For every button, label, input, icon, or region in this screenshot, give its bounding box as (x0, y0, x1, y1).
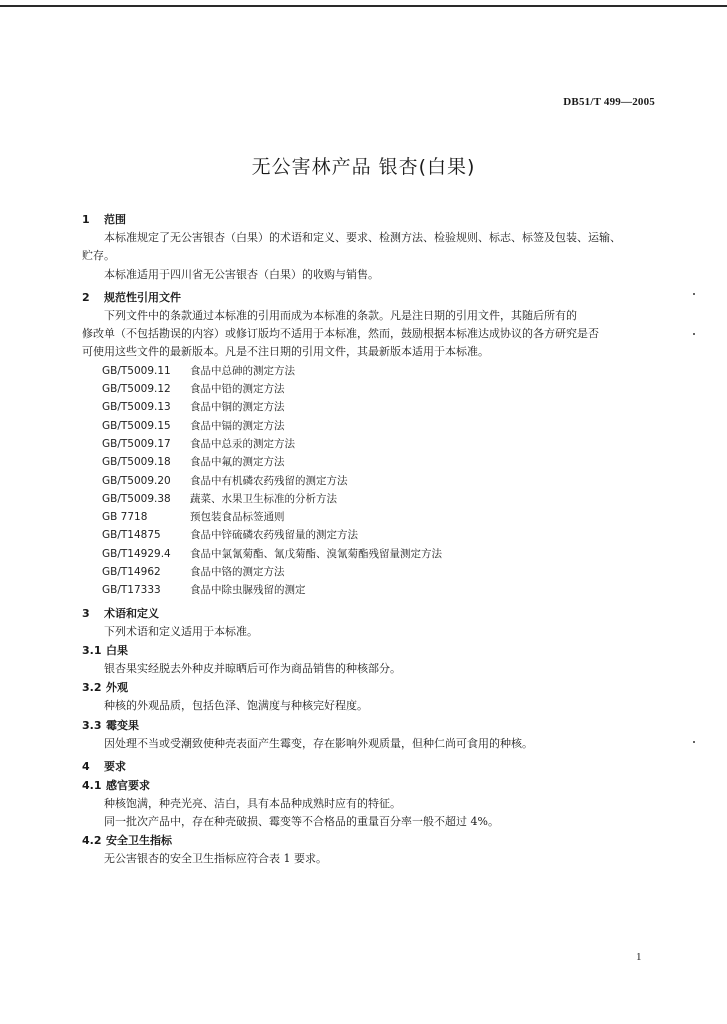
section-title: 要求 (104, 759, 126, 773)
section-heading-scope (82, 210, 672, 229)
subsection-title: 感官要求 (106, 778, 150, 792)
paragraph-line: 同一批次产品中，存在种壳破损、霉变等不合格品的重量百分率一般不超过 4%。 (104, 815, 499, 829)
subsection-title: 白果 (106, 643, 128, 657)
reference-item (82, 545, 672, 563)
paragraph-line: 本标准规定了无公害银杏（白果）的术语和定义、要求、检测方法、检验规则、标志、标签及包装、运输、 (104, 231, 621, 244)
paragraph-line: 下列术语和定义适用于本标准。 (104, 624, 258, 638)
reference-item (82, 453, 672, 471)
scan-border-line (0, 5, 727, 7)
reference-name: 食品中氯氰菊酯、氰戊菊酯、溴氰菊酯残留量测定方法 (190, 547, 442, 560)
reference-name: 食品中铅的测定方法 (190, 383, 285, 396)
subsection-title: 安全卫生指标 (106, 834, 172, 848)
reference-name: 食品中铬的测定方法 (190, 566, 285, 579)
page-title: 无公害林产品 银杏(白果) (251, 156, 476, 178)
standard-code: DB51/T 499—2005 (563, 96, 655, 108)
reference-item (82, 398, 672, 416)
paragraph-line: 本标准适用于四川省无公害银杏（白果）的收购与销售。 (104, 267, 379, 281)
reference-code: GB 7718 (102, 511, 148, 524)
reference-code: GB/T5009.12 (102, 383, 171, 396)
subsection-heading (82, 641, 672, 660)
reference-name: 食品中氟的测定方法 (190, 456, 285, 469)
section-number: 1 (82, 213, 90, 226)
reference-item (82, 581, 672, 599)
document-body (82, 210, 672, 869)
reference-item (82, 526, 672, 544)
subsection-heading (82, 776, 672, 795)
scan-speck (693, 333, 695, 335)
page-number: 1 (636, 951, 642, 963)
reference-code: GB/T14962 (102, 566, 161, 579)
reference-code: GB/T5009.17 (102, 437, 171, 450)
reference-name: 食品中锌硫磷农药残留量的测定方法 (190, 529, 358, 542)
subsection-number: 3.1 (82, 643, 102, 657)
paragraph-line: 下列文件中的条款通过本标准的引用而成为本标准的条款。凡是注日期的引用文件，其随后所有的 (104, 308, 577, 322)
paragraph-line: 可使用这些文件的最新版本。凡是不注日期的引用文件，其最新版本适用于本标准。 (82, 345, 489, 359)
scan-speck (693, 293, 695, 295)
subsection-heading (82, 678, 672, 697)
reference-code: GB/T17333 (102, 584, 161, 597)
reference-code: GB/T5009.15 (102, 419, 171, 432)
section-title: 术语和定义 (104, 606, 159, 620)
reference-item (82, 508, 672, 526)
reference-item (82, 362, 672, 380)
subsection-heading (82, 831, 672, 850)
reference-name: 食品中铜的测定方法 (190, 401, 285, 414)
subsection-number: 3.3 (82, 718, 102, 732)
subsection-number: 3.2 (82, 681, 102, 695)
reference-item (82, 380, 672, 398)
subsection-number: 4.2 (82, 834, 102, 848)
subsection-title: 霉变果 (106, 718, 139, 732)
subsection-heading (82, 716, 672, 735)
reference-name: 食品中有机磷农药残留的测定方法 (190, 474, 348, 487)
section-number: 3 (82, 606, 90, 620)
section-title: 范围 (104, 213, 126, 226)
paragraph-line: 贮存。 (82, 249, 115, 263)
reference-item (82, 417, 672, 435)
reference-name: 食品中总砷的测定方法 (190, 364, 295, 377)
reference-item (82, 472, 672, 490)
section-number: 4 (82, 759, 90, 773)
reference-list (82, 362, 672, 600)
subsection-number: 4.1 (82, 778, 102, 792)
paragraph-line: 无公害银杏的安全卫生指标应符合表 1 要求。 (104, 852, 327, 866)
section-heading-terms (82, 604, 672, 623)
reference-code: GB/T5009.11 (102, 364, 171, 377)
reference-code: GB/T14929.4 (102, 547, 171, 560)
reference-item (82, 563, 672, 581)
section-heading-normative-references (82, 288, 672, 307)
paragraph-line: 修改单（不包括勘误的内容）或修订版均不适用于本标准，然而，鼓励根据本标准达成协议的各方研究是否 (82, 327, 599, 341)
reference-name: 预包装食品标签通则 (190, 511, 285, 524)
reference-name: 食品中除虫脲残留的测定 (190, 584, 306, 597)
definition-text: 因处理不当或受潮致使种壳表面产生霉变，存在影响外观质量，但种仁尚可食用的种核。 (104, 736, 533, 750)
definition-text: 种核的外观品质，包括色泽、饱满度与种核完好程度。 (104, 699, 368, 713)
scan-speck (693, 741, 695, 743)
reference-code: GB/T5009.18 (102, 456, 171, 469)
reference-code: GB/T5009.13 (102, 401, 171, 414)
section-title: 规范性引用文件 (104, 290, 181, 304)
paragraph-line: 种核饱满，种壳光亮、洁白，具有本品种成熟时应有的特征。 (104, 796, 401, 810)
subsection-title: 外观 (106, 681, 128, 695)
section-number: 2 (82, 290, 90, 304)
reference-name: 食品中总汞的测定方法 (190, 437, 295, 450)
reference-item (82, 435, 672, 453)
reference-code: GB/T5009.38 (102, 492, 171, 505)
reference-name: 蔬菜、水果卫生标准的分析方法 (190, 492, 337, 505)
reference-code: GB/T14875 (102, 529, 161, 542)
reference-name: 食品中镉的测定方法 (190, 419, 285, 432)
section-heading-requirements (82, 757, 672, 776)
reference-code: GB/T5009.20 (102, 474, 171, 487)
reference-item (82, 490, 672, 508)
definition-text: 银杏果实经脱去外种皮并晾晒后可作为商品销售的种核部分。 (104, 661, 401, 675)
